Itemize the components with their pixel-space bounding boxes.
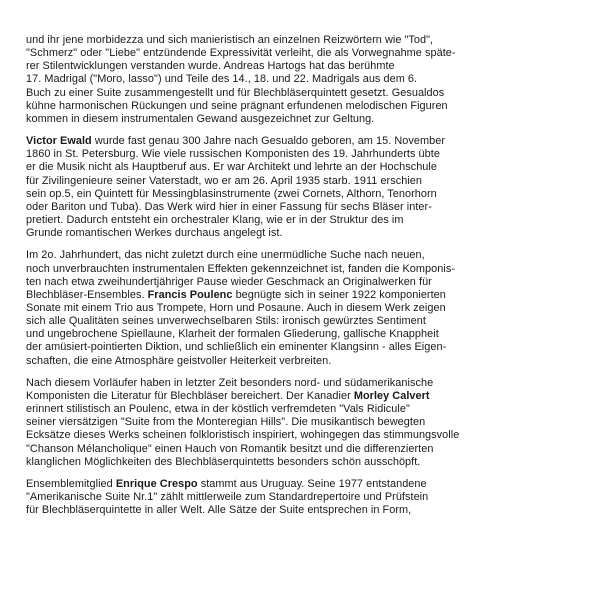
text-line: für Zivilingenieure seiner Vaterstadt, wo er am 26. April 1935 starb. 1911 erschien — [26, 174, 423, 187]
text-line: klanglichen Möglichkeiten des Blechbläserquintetts besonders schön ausschöpft. — [26, 455, 421, 468]
text-line: "Amerikanische Suite Nr.1" zählt mittlerweile zum Standardrepertoire und Prüfstein — [26, 491, 429, 503]
text-segment: Ensemblemitglied — [26, 477, 116, 490]
text-segment: Komponisten die Literatur für Blechbläser bereichert. Der Kanadier — [26, 389, 354, 402]
composer-name-calvert: Morley Calvert — [353, 389, 430, 402]
paragraph-poulenc — [26, 249, 578, 367]
text-line: Im 2o. Jahrhundert, das nicht zuletzt durch eine unermüdliche Suche nach neuen, — [26, 249, 425, 262]
paragraph-gesualdo — [26, 34, 578, 126]
text-line: sein op.5, ein Quintett für Messingblasinstrumente (zwei Cornets, Althorn, Tenorhorn — [26, 187, 437, 200]
text-line: 17. Madrigal ("Moro, lasso") und Teile des 14., 18. und 22. Madrigals aus dem 6. — [26, 73, 418, 86]
composer-name-crespo: Enrique Crespo — [115, 477, 198, 490]
text-line: oder Bariton und Tuba). Das Werk wird hier in einer Fassung für sechs Bläser inter- — [26, 200, 432, 213]
text-line: der amüsiert-pointierten Diktion, und schließlich ein eminenter Klangsinn - alles Eigen- — [26, 341, 447, 354]
text-segment: Blechbläser-Ensembles. — [26, 288, 148, 301]
text-line: Ecksätze dieses Werks scheinen folkloristisch inspiriert, wohingegen das stimmungsvolle — [26, 429, 460, 442]
paragraph-ewald — [26, 135, 578, 240]
text-line: "Schmerz" oder "Liebe" entzündende Expressivität verleiht, die als Vorwegnahme späte- — [26, 47, 456, 60]
paragraph-crespo — [26, 478, 578, 517]
text-line: kommen in diesem instrumentalen Gewand ausgezeichnet zur Geltung. — [26, 112, 375, 125]
paragraph-calvert — [26, 377, 578, 469]
text-line: erinnert stilistisch an Poulenc, etwa in der köstlich verfremdeten "Vals Ridicule" — [26, 403, 410, 416]
text-line — [26, 289, 578, 302]
text-line: und ihr jene morbidezza und sich manieristisch an einzelnen Reizwörtern wie "Tod", — [26, 34, 434, 46]
text-line: schaften, die eine Atmosphäre geistvoller Heiterkeit verbreiten. — [26, 354, 332, 367]
composer-name-ewald: Victor Ewald — [26, 135, 92, 148]
text-line: "Chanson Mélancholique" einen Hauch von Romantik besitzt und die differenzierten — [26, 442, 434, 455]
composer-name-poulenc: Francis Poulenc — [147, 288, 233, 301]
text-line: Nach diesem Vorläufer haben in letzter Zeit besonders nord- und südamerikanische — [26, 376, 434, 389]
document-page — [26, 34, 578, 526]
text-line: und ungebrochene Spiellaune, Klarheit der formalen Gliederung, gallische Knappheit — [26, 328, 439, 341]
text-line: für Blechbläserquintette in aller Welt. Alle Sätze der Suite entsprechen in Form, — [26, 504, 412, 517]
text-line: kühne harmonischen Rückungen und seine prägnant erfundenen melodischen Figuren — [26, 99, 448, 112]
text-line: er die Musik nicht als Hauptberuf aus. Er war Architekt und lehrte an der Hochschule — [26, 161, 437, 174]
text-line: Grunde romantischen Werkes durchaus angelegt ist. — [26, 227, 283, 240]
text-segment: wurde fast genau 300 Jahre nach Gesualdo geboren, am 15. November — [91, 135, 445, 148]
text-line: ten nach etwa zweihundertjähriger Pause wieder Geschmack an Originalwerken für — [26, 275, 432, 288]
text-line: sich alle Qualitäten seines unverwechselbaren Stils: ironisch gewürztes Sentiment — [26, 315, 426, 328]
text-line: noch unverbrauchten instrumentalen Effekten gekennzeichnet ist, fanden die Komponis- — [26, 262, 456, 275]
text-line — [26, 135, 578, 148]
text-segment: stammt aus Uruguay. Seine 1977 entstandene — [197, 477, 427, 490]
text-line: Sonate mit einem Trio aus Trompete, Horn und Posaune. Auch in diesem Werk zeigen — [26, 301, 446, 314]
text-line: Buch zu einer Suite zusammengestellt und für Blechbläserquintett gesetzt. Gesualdos — [26, 86, 445, 99]
text-line: pretiert. Dadurch entsteht ein orchestraler Klang, wie er in der Struktur des im — [26, 214, 404, 227]
text-line — [26, 478, 578, 491]
text-segment: begnügte sich in seiner 1922 komponierten — [232, 288, 446, 301]
text-line: rer Stilentwicklungen verstanden wurde. Andreas Hartogs hat das berühmte — [26, 60, 395, 73]
text-line: seiner viersätzigen "Suite from the Monteregian Hills". Die musikantisch bewegten — [26, 416, 426, 429]
text-line: 1860 in St. Petersburg. Wie viele russischen Komponisten des 19. Jahrhunderts übte — [26, 148, 440, 161]
text-line — [26, 390, 578, 403]
